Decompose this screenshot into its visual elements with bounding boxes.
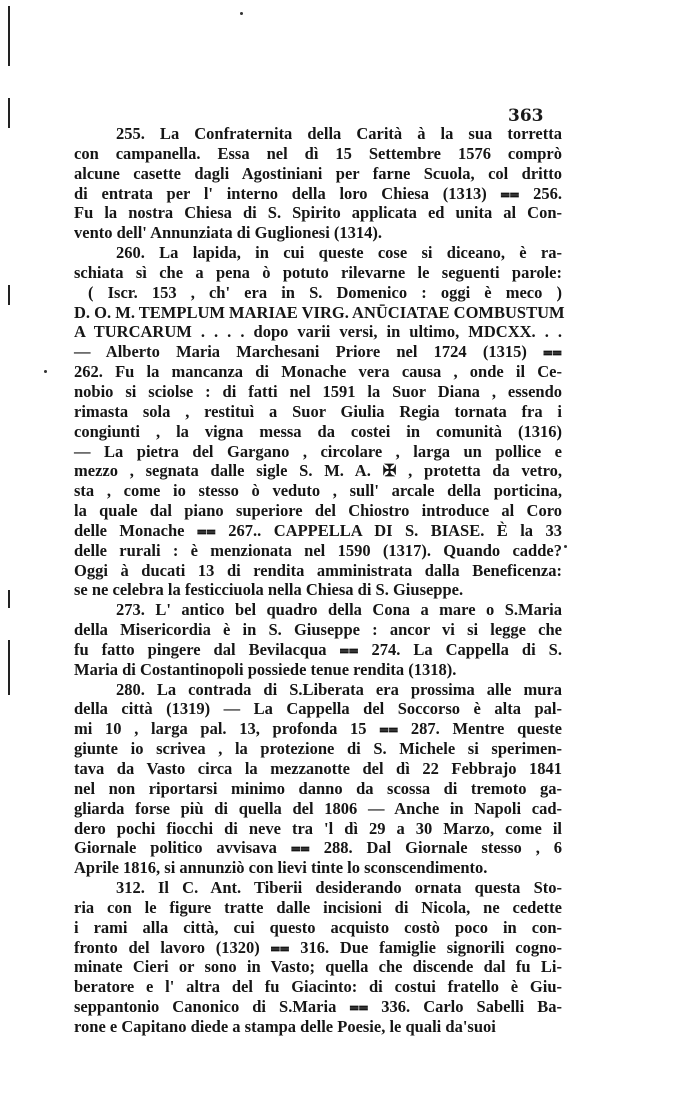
text-line: vento dell' Annunziata di Guglionesi (1314). xyxy=(74,223,383,243)
text-line: A TURCARUM . . . . dopo varii versi, in ultimo, MDCXX. . . xyxy=(74,322,562,342)
text-line: con campanella. Essa nel dì 15 Settembre 1576 comprò xyxy=(74,143,562,163)
page-body-text xyxy=(74,124,565,1037)
text-line: ria con le figure tratte dalle incisioni di Nicola, ne cedette xyxy=(74,897,562,917)
text-line: nobio si sciolse : di fatti nel 1591 la Suor Diana , essendo xyxy=(74,381,562,401)
text-line: delle Monache ⩵ 267.. CAPPELLA DI S. BIASE. È la 33 xyxy=(74,520,562,540)
text-line: mezzo , segnata dalle sigle S. M. A. ✠ , protetta da vetro, xyxy=(74,461,562,481)
text-line: se ne celebra la festicciuola nella Chiesa di S. Giuseppe. xyxy=(74,580,464,600)
text-line: 280. La contrada di S.Liberata era prossima alle mura xyxy=(116,679,562,699)
scan-edge-mark xyxy=(8,640,10,695)
text-line: rone e Capitano diede a stampa delle Poesie, le quali da'suoi xyxy=(74,1016,496,1036)
text-line: rimasta sola , restituì a Suor Giulia Regia tornata fra i xyxy=(74,401,562,421)
scan-edge-mark xyxy=(8,98,10,128)
text-line: giunte io scrivea , la protezione di S. Michele si sperimen- xyxy=(74,739,562,759)
text-line: D. O. M. TEMPLUM MARIAE VIRG. ANŪCIATAE COMBUSTUM xyxy=(74,302,565,322)
scan-edge-mark xyxy=(8,6,10,66)
scan-edge-mark xyxy=(8,285,10,305)
text-line: 273. L' antico bel quadro della Cona a mare o S.Maria xyxy=(116,600,562,620)
scan-speck xyxy=(240,12,243,15)
text-line: schiata sì che a pena ò potuto rilevarne le seguenti parole: xyxy=(74,262,562,282)
text-line: Maria di Costantinopoli possiede tenue rendita (1318). xyxy=(74,659,457,679)
text-line: 260. La lapida, in cui queste cose si diceano, è ra- xyxy=(116,243,562,263)
scan-speck xyxy=(44,370,47,373)
text-line: la quale dal piano superiore del Chiostro introduce al Coro xyxy=(74,501,562,521)
text-line: seppantonio Canonico di S.Maria ⩵ 336. Carlo Sabelli Ba- xyxy=(74,997,562,1017)
text-line: — La pietra del Gargano , circolare , larga un pollice e xyxy=(74,441,562,461)
text-line: congiunti , la vigna messa da costei in comunità (1316) xyxy=(74,421,562,441)
text-line: ( Iscr. 153 , ch' era in S. Domenico : oggi è meco ) xyxy=(88,282,562,302)
scan-speck xyxy=(564,545,567,548)
text-line: 262. Fu la mancanza di Monache vera causa , onde il Ce- xyxy=(74,362,562,382)
page-number: 363 xyxy=(508,106,544,126)
text-line: nel non riportarsi minimo danno da scossa di tremoto ga- xyxy=(74,778,562,798)
scan-edge-mark xyxy=(8,590,10,608)
text-line: gliarda forse più di quella del 1806 — Anche in Napoli cad- xyxy=(74,798,562,818)
text-line: Giornale politico avvisava ⩵ 288. Dal Giornale stesso , 6 xyxy=(74,838,562,858)
text-line: i rami alla città, cui questo acquisto costò poco in con- xyxy=(74,917,562,937)
text-line: della Misericordia è in S. Giuseppe : ancor vi si legge che xyxy=(74,620,562,640)
text-line: beratore e l' altra del fu Giacinto: di costui fratello è Giu- xyxy=(74,977,562,997)
text-line: fronto del lavoro (1320) ⩵ 316. Due famiglie signorili cogno- xyxy=(74,937,562,957)
text-line: di entrata per l' interno della loro Chiesa (1313) ⩵ 256. xyxy=(74,183,562,203)
text-line: delle rurali : è menzionata nel 1590 (1317). Quando cadde? xyxy=(74,540,562,560)
text-line: Aprile 1816, si annunziò con lievi tinte lo sconscendimento. xyxy=(74,858,488,878)
text-line: — Alberto Maria Marchesani Priore nel 1724 (1315) ⩵ xyxy=(74,342,562,362)
text-line: fu fatto pingere dal Bevilacqua ⩵ 274. La Cappella di S. xyxy=(74,639,562,659)
text-line: 312. Il C. Ant. Tiberii desiderando ornata questa Sto- xyxy=(116,878,562,898)
text-line: alcune casette dagli Agostiniani per farne Scuola, col dritto xyxy=(74,163,562,183)
text-line: sta , come io stesso ò veduto , sull' arcale della porticina, xyxy=(74,481,562,501)
text-line: tava da Vasto circa la mezzanotte del dì 22 Febbrajo 1841 xyxy=(74,759,562,778)
text-line: Oggi à ducati 13 di rendita amministrata dalla Beneficenza: xyxy=(74,560,562,580)
text-line: minate Cieri or sono in Vasto; quella che discende dal fu Li- xyxy=(74,957,562,977)
text-line: dero pochi fiocchi di neve tra 'l dì 29 a 30 Marzo, come il xyxy=(74,818,562,838)
text-line: mi 10 , larga pal. 13, profonda 15 ⩵ 287. Mentre queste xyxy=(74,719,562,739)
text-line: Fu la nostra Chiesa di S. Spirito applicata ed unita al Con- xyxy=(74,203,562,223)
text-line: della città (1319) — La Cappella del Soccorso è alta pal- xyxy=(74,699,562,719)
text-line: 255. La Confraternita della Carità à la sua torretta xyxy=(116,124,562,143)
